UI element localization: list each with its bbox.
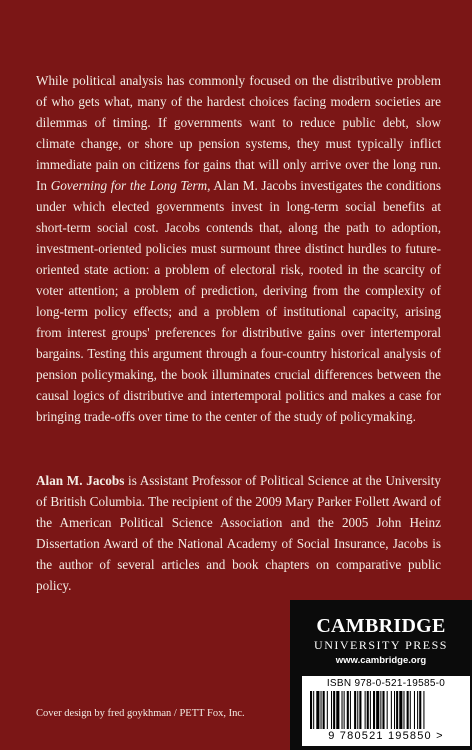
barcode-bar (373, 691, 375, 729)
barcode-bar (321, 691, 322, 729)
barcode-bar (417, 691, 418, 729)
barcode-bar (382, 691, 384, 729)
barcode-bar (327, 691, 328, 729)
barcode-bar (407, 691, 409, 729)
barcode-bar (391, 691, 392, 729)
barcode-bar (376, 691, 379, 729)
barcode-bar (354, 691, 356, 729)
barcode-bar (403, 691, 404, 729)
barcode-bar (357, 691, 358, 729)
barcode-bar (367, 691, 369, 729)
barcode-bar (344, 691, 345, 729)
barcode-bar (342, 691, 343, 729)
barcode-bar (336, 691, 339, 729)
publisher-name: CAMBRIDGE (316, 615, 446, 637)
description-part-2: Alan M. Jacobs investigates the conditions under which elected governments invest in long-term social benefits at short-term social cost. Jacobs contends that, along the path to adoption, investment-oriented policies must surmount three distinct hurdles to future-oriented state action: a problem of electoral risk, rooted in the scarcity of voter attention; a problem of prediction, deriving from the complexity of long-term policy effects; and a problem of institutional capacity, arising from interest groups' preferences for distributive gains over intertemporal bargains. Testing this argument through a four-country historical analysis of pension policymaking, the book illuminates crucial differences between the causal logics of distributive and intertemporal politics and makes a case for bringing trade-offs over time to the center of the study of policymaking. (36, 178, 441, 424)
barcode-bars (308, 691, 464, 731)
isbn-barcode (302, 676, 470, 746)
barcode-bar (419, 691, 421, 729)
barcode-bar (380, 691, 381, 729)
barcode-bar (350, 691, 351, 729)
barcode-bar (410, 691, 411, 729)
isbn-number: ISBN 978-0-521-19585-0 (326, 678, 446, 689)
barcode-bar (387, 691, 388, 729)
book-title: Governing for the Long Term, (50, 178, 211, 193)
cover-credit: Cover design by fred goykhman / PETT Fox, Inc. (36, 708, 245, 719)
barcode-bar (414, 691, 415, 729)
barcode-bar (333, 691, 335, 729)
barcode-bar (331, 691, 332, 729)
barcode-digits: 9 780521 195850 > (328, 730, 444, 742)
barcode-bar (347, 691, 349, 729)
barcode-bar (394, 691, 395, 729)
barcode-bar (313, 691, 314, 729)
author-name: Alan M. Jacobs (36, 473, 125, 488)
author-bio-text: is Assistant Professor of Political Science at the University of British Columbia. The recipient of the 2009 Mary Parker Follett Award of the American Political Science Association and the 2005 John Heinz Dissertation Award of the National Academy of Social Insurance, Jacobs is the author of several articles and book chapters on comparative public policy. (36, 473, 441, 593)
barcode-bar (396, 691, 398, 729)
barcode-bar (359, 691, 361, 729)
book-description (36, 70, 441, 427)
barcode-bar (370, 691, 371, 729)
publisher-press: UNIVERSITY PRESS (314, 638, 448, 652)
publisher-url: www.cambridge.org (335, 655, 427, 666)
barcode-bar (316, 691, 319, 729)
barcode-bar (423, 691, 424, 729)
author-bio (36, 470, 441, 596)
barcode-bar (310, 691, 312, 729)
barcode-bar (399, 691, 402, 729)
barcode-bar (365, 691, 366, 729)
barcode-bar (323, 691, 325, 729)
description-part-1: While political analysis has commonly focused on the distributive problem of who gets what, many of the hardest choices facing modern societies are dilemmas of timing. If governments want to reduce public debt, slow climate change, or shore up pension systems, they must typically inflict immediate pain on citizens for gains that will only arrive over the long run. In (36, 73, 441, 193)
